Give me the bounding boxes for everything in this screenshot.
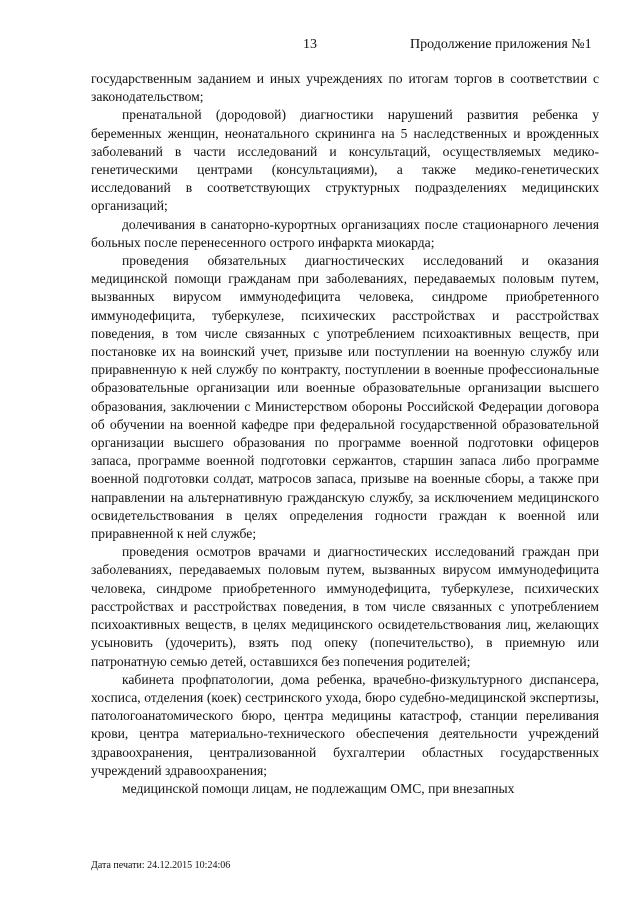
document-body [91, 70, 599, 798]
paragraph-continuation: государственным заданием и иных учреждениях по итогам торгов в соответствии с законодательством; [91, 71, 599, 105]
print-date-footer: Дата печати: 24.12.2015 10:24:06 [91, 860, 231, 871]
paragraph-military-examinations: проведения обязательных диагностических исследований и оказания медицинской помощи гражданам при заболеваниях, передаваемых половым путем, вызванных вирусом иммунодефицита человека, синдроме приобретенного иммунодефицита, туберкулезе, психических расстройствах и расстройствах поведения, в том числе связанных с употреблением психоактивных веществ, при постановке их на воинский учет, призыве или поступлении на военную службу или приравненную к ней службу по контракту, поступлении в военные профессиональные образовательные организации или военные образовательные организации высшего образования, заключении с Министерством обороны Российской Федерации договора об обучении на военной кафедре при федеральной государственной образовательной организации высшего образования по программе военной подготовки офицеров запаса, программе военной подготовки сержантов, старшин запаса либо программе военной подготовки солдат, матросов запаса, призыве на военные сборы, а также при направлении на альтернативную гражданскую службу, за исключением медицинского освидетельствования в целях определения годности граждан к военной или приравненной к ней службе; [91, 253, 599, 542]
paragraph-prenatal-diagnostics: пренатальной (дородовой) диагностики нарушений развития ребенка у беременных женщин, неонатального скрининга на 5 наследственных и врожденных заболеваний в части исследований и консультаций, осуществляемых медико-генетическими центрами (консультациями), а также медико-генетических исследований в соответствующих структурных подразделениях медицинских организаций; [91, 107, 599, 214]
paragraph-uninsured-care: медицинской помощи лицам, не подлежащим ОМС, при внезапных [122, 780, 515, 796]
page-header [0, 37, 640, 57]
paragraph-sanatorium-aftercare: долечивания в санаторно-курортных организациях после стационарного лечения больных после перенесенного острого инфаркта миокарда; [91, 216, 599, 250]
paragraph-adoption-examinations: проведения осмотров врачами и диагностических исследований граждан при заболеваниях, передаваемых половым путем, вызванных вирусом иммунодефицита человека, синдроме приобретенного иммунодефицита, туберкулезе, психических расстройствах и расстройствах поведения, в том числе связанных с употреблением психоактивных веществ, в целях медицинского освидетельствования лиц, желающих усыновить (удочерить), взять под опеку (попечительство), в приемную или патронатную семью детей, оставшихся без попечения родителей; [91, 544, 599, 669]
appendix-label: Продолжение приложения №1 [410, 37, 592, 52]
paragraph-medical-institutions: кабинета профпатологии, дома ребенка, врачебно-физкультурного диспансера, хосписа, отделения (коек) сестринского ухода, бюро судебно-медицинской экспертизы, патологоанатомического бюро, центра медицины катастроф, станции переливания крови, центра материально-технического обеспечения деятельности учреждений здравоохранения, централизованной бухгалтерии областных государственных учреждений здравоохранения; [91, 671, 599, 778]
page-number: 13 [303, 37, 317, 52]
